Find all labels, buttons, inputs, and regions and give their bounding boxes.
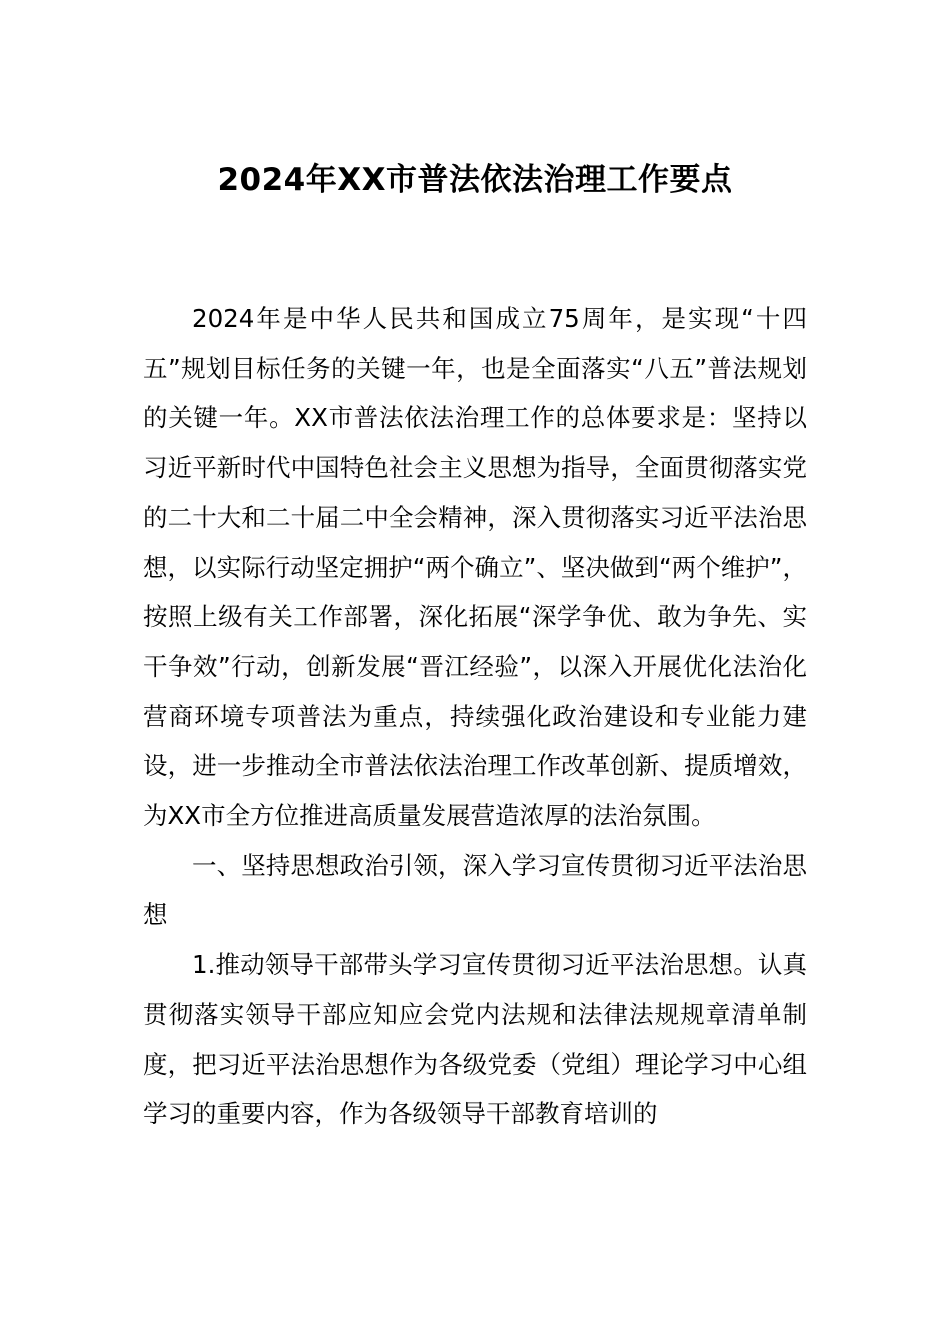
section-heading-1: 一、坚持思想政治引领，深入学习宣传贯彻习近平法治思想 xyxy=(143,850,807,930)
document-body xyxy=(143,294,807,1139)
document-title: 2024年XX市普法依法治理工作要点 xyxy=(217,162,733,198)
paragraph-item-1: 1.推动领导干部带头学习宣传贯彻习近平法治思想。认真贯彻落实领导干部应知应会党内法规和法律法规规章清单制度，把习近平法治思想作为各级党委（党组）理论学习中心组学习的重要内容，作为各级领导干部教育培训的 xyxy=(143,950,807,1129)
paragraph-overview: 2024年是中华人民共和国成立75周年，是实现“十四五”规划目标任务的关键一年，也是全面落实“八五”普法规划的关键一年。XX市普法依法治理工作的总体要求是：坚持以习近平新时代中国特色社会主义思想为指导，全面贯彻落实党的二十大和二十届二中全会精神，深入贯彻落实习近平法治思想，以实际行动坚定拥护“两个确立”、坚决做到“两个维护”，按照上级有关工作部署，深化拓展“深学争优、敢为争先、实干争效”行动，创新发展“晋江经验”，以深入开展优化法治化营商环境专项普法为重点，持续强化政治建设和专业能力建设，进一步推动全市普法依法治理工作改革创新、提质增效，为XX市全方位推进高质量发展营造浓厚的法治氛围。 xyxy=(143,304,807,831)
